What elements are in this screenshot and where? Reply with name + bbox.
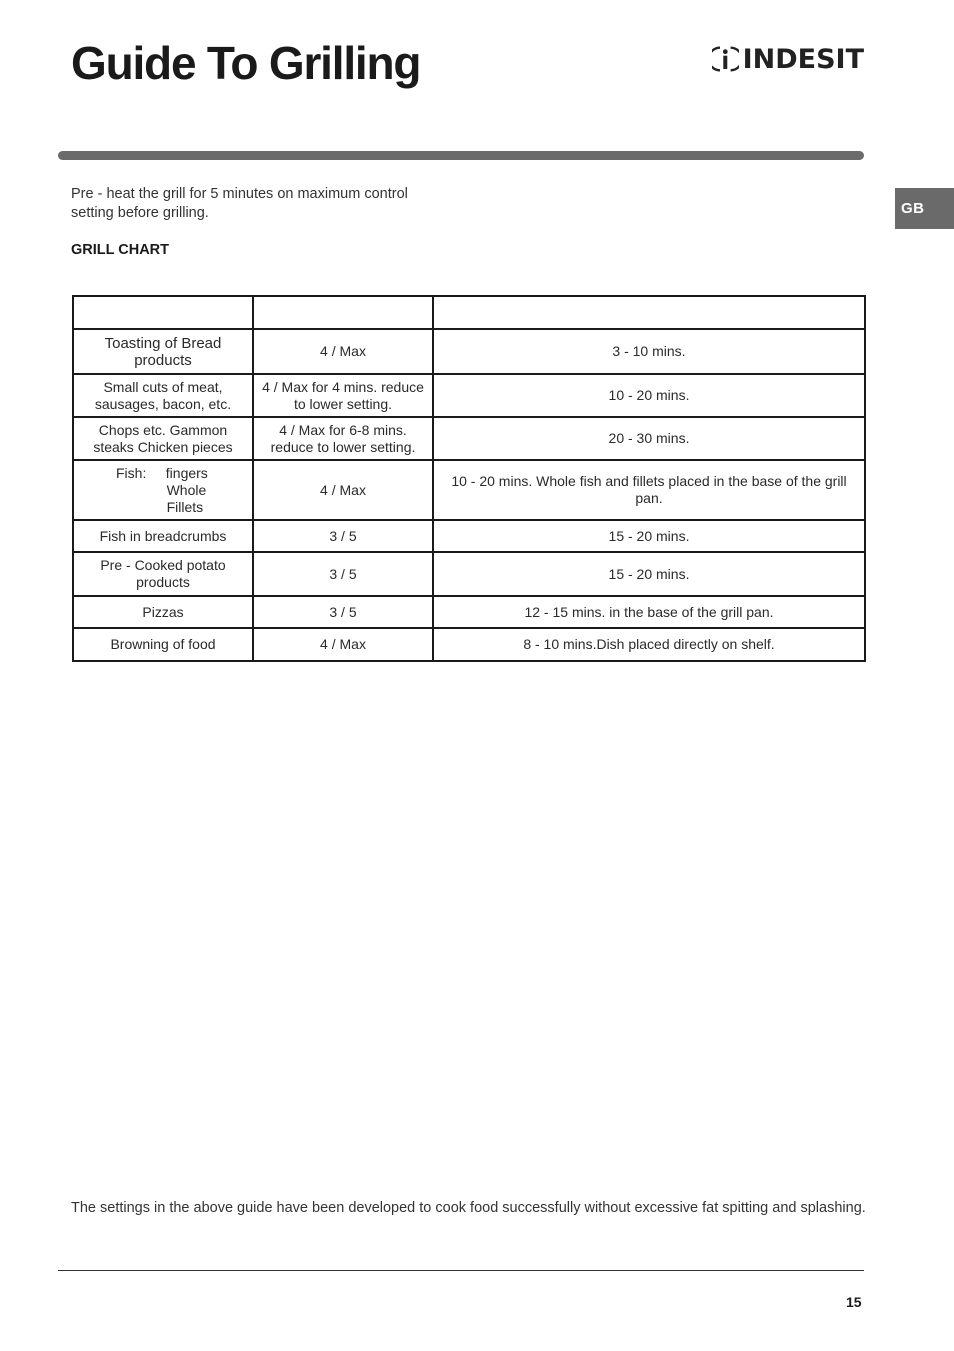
setting-cell: 4 / Max — [253, 460, 433, 520]
food-cell: Fish in breadcrumbs — [73, 520, 253, 552]
footer-divider — [58, 1270, 864, 1271]
brand-name: INDESIT — [742, 43, 864, 75]
food-cell: Browning of food — [73, 628, 253, 661]
table-header-row — [73, 296, 865, 329]
table-row — [73, 596, 865, 628]
food-cell: Pre - Cooked potato products — [73, 552, 253, 596]
table-row — [73, 552, 865, 596]
setting-cell: 4 / Max for 4 mins. reduce to lower setting. — [253, 374, 433, 417]
table-row — [73, 374, 865, 417]
fish-line: Fish: fingers — [116, 464, 208, 481]
setting-cell: 4 / Max for 6-8 mins. reduce to lower setting. — [253, 417, 433, 460]
time-cell: 12 - 15 mins. in the base of the grill pan. — [433, 596, 865, 628]
header-food — [73, 296, 253, 329]
table-row — [73, 628, 865, 661]
food-cell: Small cuts of meat, sausages, bacon, etc. — [73, 374, 253, 417]
table-row — [73, 520, 865, 552]
fish-line: Whole — [116, 481, 207, 498]
brand-logo — [712, 38, 864, 80]
table-row — [73, 460, 865, 520]
time-cell: 20 - 30 mins. — [433, 417, 865, 460]
title-divider-bar — [58, 151, 864, 160]
setting-cell: 3 / 5 — [253, 520, 433, 552]
setting-cell: 3 / 5 — [253, 552, 433, 596]
language-tab-gb: GB — [895, 188, 954, 229]
fish-line: Fillets — [116, 498, 204, 515]
table-row — [73, 329, 865, 374]
time-cell: 10 - 20 mins. Whole fish and fillets placed in the base of the grill pan. — [433, 460, 865, 520]
time-cell: 3 - 10 mins. — [433, 329, 865, 374]
time-cell: 15 - 20 mins. — [433, 552, 865, 596]
page-title: Guide To Grilling — [71, 37, 421, 89]
page-number: 15 — [846, 1294, 862, 1310]
indesit-i-logo-icon — [712, 38, 739, 80]
setting-cell: 4 / Max — [253, 329, 433, 374]
table-row — [73, 417, 865, 460]
time-cell: 15 - 20 mins. — [433, 520, 865, 552]
time-cell: 8 - 10 mins.Dish placed directly on shelf. — [433, 628, 865, 661]
header-time — [433, 296, 865, 329]
grill-chart-heading: GRILL CHART — [71, 242, 170, 258]
food-cell: Pizzas — [73, 596, 253, 628]
setting-cell: 4 / Max — [253, 628, 433, 661]
footer-note: The settings in the above guide have been developed to cook food successfully without excessive fat spitting and splashing. — [71, 1200, 866, 1216]
time-cell: 10 - 20 mins. — [433, 374, 865, 417]
food-cell-fish — [73, 460, 253, 520]
food-cell: Toasting of Bread products — [73, 329, 253, 374]
intro-paragraph: Pre - heat the grill for 5 minutes on maximum control setting before grilling. — [71, 186, 408, 221]
setting-cell: 3 / 5 — [253, 596, 433, 628]
food-cell: Chops etc. Gammon steaks Chicken pieces — [73, 417, 253, 460]
grill-chart-table — [72, 295, 866, 662]
header-setting — [253, 296, 433, 329]
